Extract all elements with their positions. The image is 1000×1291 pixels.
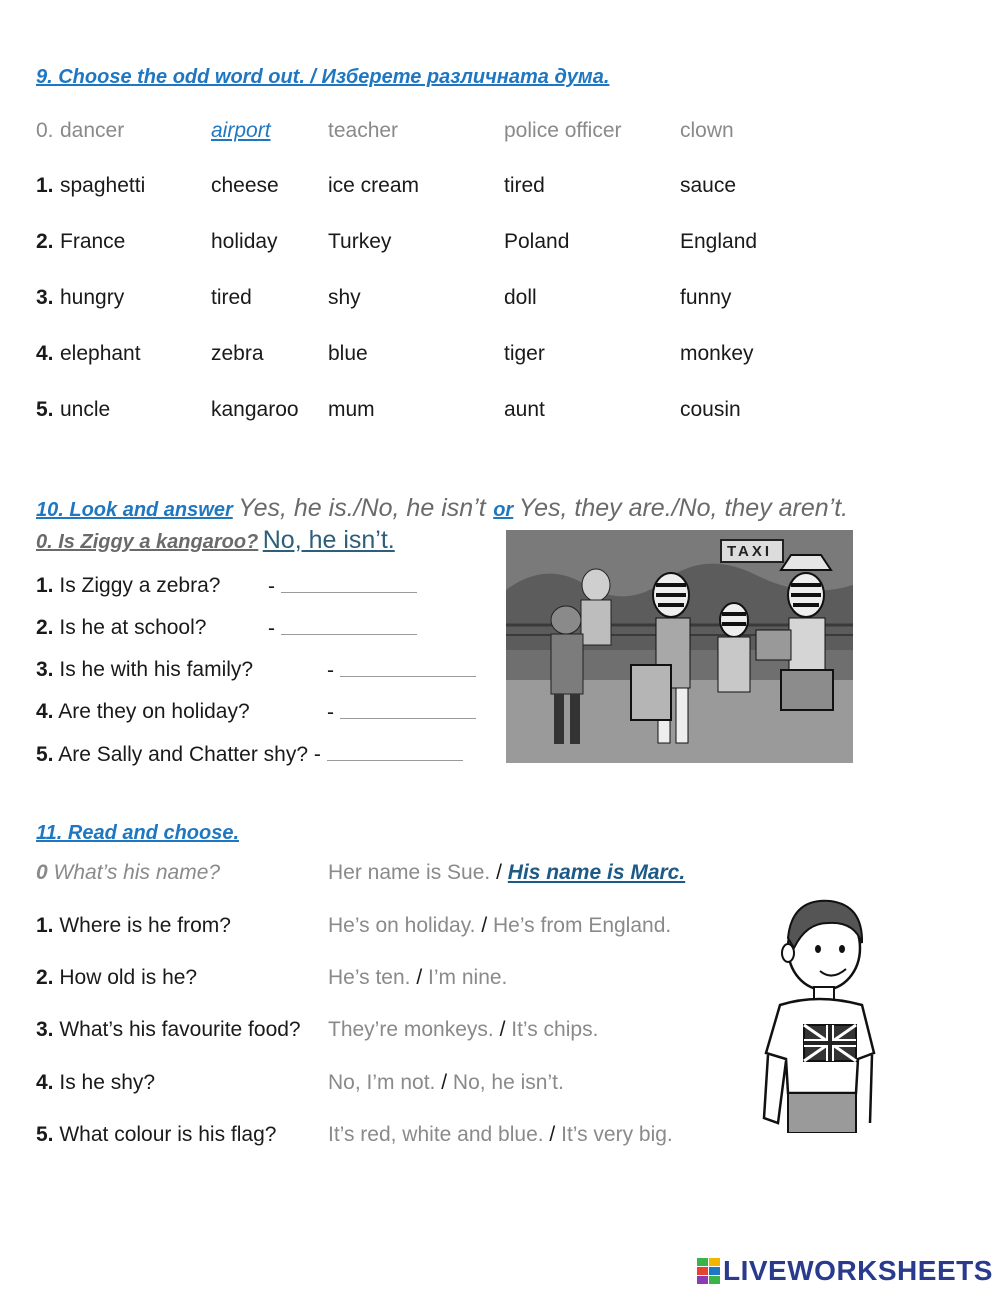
row-4-word-1[interactable]: elephant (60, 342, 141, 365)
answer-input-1[interactable] (281, 574, 417, 593)
row-0-word-5[interactable]: clown (680, 119, 734, 142)
section-10-header (36, 494, 848, 523)
row-1-number: 1. (36, 174, 54, 197)
item-question: Where is he from? (59, 914, 231, 937)
section-10-title: 10. Look and answer (36, 499, 233, 521)
row-2-word-2[interactable]: holiday (211, 230, 278, 253)
option-2[interactable]: I’m nine. (428, 966, 508, 989)
row-5-word-1[interactable]: uncle (60, 398, 111, 421)
option-2-selected[interactable]: His name is Marc. (507, 861, 686, 884)
option-2[interactable]: It’s chips. (511, 1018, 599, 1041)
row-1-word-1[interactable]: spaghetti (60, 174, 146, 197)
row-2-word-1[interactable]: France (60, 230, 126, 253)
question-text: Are they on holiday? (58, 700, 250, 723)
answer-2 (268, 616, 417, 641)
row-2-number: 2. (36, 230, 54, 253)
item-1-question (36, 914, 231, 938)
row-4-word-3[interactable]: blue (328, 342, 368, 365)
item-1-options (328, 914, 671, 938)
answer-input-4[interactable] (340, 700, 476, 719)
item-2-options (328, 966, 507, 990)
row-1-word-5[interactable]: sauce (680, 174, 737, 197)
question-number: 1. (36, 574, 54, 597)
item-number: 0 (36, 861, 48, 884)
option-separator: / (441, 1071, 448, 1094)
example-row-options (328, 861, 685, 885)
answer-3 (327, 658, 476, 683)
option-separator: / (496, 861, 502, 884)
section-9-title: 9. Choose the odd word out. / Изберете различната дума. (36, 66, 610, 88)
option-2[interactable]: It’s very big. (561, 1123, 673, 1146)
option-1[interactable]: Her name is Sue. (328, 861, 491, 884)
row-3-word-4[interactable]: doll (504, 286, 537, 309)
row-3-number: 3. (36, 286, 54, 309)
example-question: 0. Is Ziggy a kangaroo? (36, 531, 259, 553)
example-answer: No, he isn’t. (262, 526, 395, 554)
row-2-word-5[interactable]: England (680, 230, 758, 253)
option-separator: / (481, 914, 488, 937)
item-3-options (328, 1018, 598, 1042)
item-2-question (36, 966, 197, 990)
question-5 (36, 742, 463, 767)
row-3-word-3[interactable]: shy (328, 286, 361, 309)
question-number: 3. (36, 658, 54, 681)
section-11-title: 11. Read and choose. (36, 822, 240, 844)
option-separator: / (549, 1123, 556, 1146)
dash: - (327, 701, 334, 724)
question-text: Is he at school? (59, 616, 207, 639)
option-2[interactable]: No, he isn’t. (452, 1071, 564, 1094)
zebra-family-illustration (506, 530, 853, 763)
row-0-word-4[interactable]: police officer (504, 119, 622, 142)
question-4 (36, 700, 250, 724)
question-number: 2. (36, 616, 54, 639)
logo-text: LIVEWORKSHEETS (723, 1255, 993, 1286)
question-number: 4. (36, 700, 54, 723)
example-question-row (36, 526, 395, 555)
answer-1 (268, 574, 417, 599)
item-number: 4. (36, 1071, 54, 1094)
item-5-options (328, 1123, 673, 1147)
row-4-word-2[interactable]: zebra (211, 342, 264, 365)
liveworksheets-logo (697, 1255, 993, 1287)
row-2-word-3[interactable]: Turkey (328, 230, 392, 253)
item-3-question (36, 1018, 301, 1042)
or-label: or (493, 499, 514, 521)
example-row-question (36, 861, 220, 885)
item-question: Is he shy? (59, 1071, 156, 1094)
row-4-word-4[interactable]: tiger (504, 342, 545, 365)
row-5-word-3[interactable]: mum (328, 398, 375, 421)
row-5-word-2[interactable]: kangaroo (211, 398, 299, 421)
dash: - (313, 743, 321, 766)
row-0-word-3[interactable]: teacher (328, 119, 399, 142)
question-text: Is Ziggy a zebra? (59, 574, 221, 597)
option-separator: / (416, 966, 423, 989)
illustration-svg (506, 530, 853, 763)
item-question: What’s his favourite food? (59, 1018, 301, 1041)
boy-illustration (758, 893, 876, 1133)
row-1-word-2[interactable]: cheese (211, 174, 279, 197)
option-1[interactable]: No, I’m not. (328, 1071, 436, 1094)
question-1 (36, 574, 220, 598)
item-4-options (328, 1071, 564, 1095)
taxi-sign: TAXI (727, 543, 773, 560)
row-2-word-4[interactable]: Poland (504, 230, 570, 253)
row-0-number: 0. (36, 119, 54, 142)
row-0-word-2-selected[interactable]: airport (211, 119, 271, 142)
answer-hint-plural: Yes, they are./No, they aren’t. (518, 494, 849, 522)
row-5-word-5[interactable]: cousin (680, 398, 741, 421)
item-number: 3. (36, 1018, 54, 1041)
row-0-word-1[interactable]: dancer (60, 119, 125, 142)
row-4-number: 4. (36, 342, 54, 365)
option-1[interactable]: It’s red, white and blue. (328, 1123, 544, 1146)
answer-hint-singular: Yes, he is./No, he isn’t (238, 494, 486, 522)
item-number: 5. (36, 1123, 54, 1146)
item-5-question (36, 1123, 276, 1147)
option-2[interactable]: He’s from England. (493, 914, 672, 937)
row-1-word-4[interactable]: tired (504, 174, 545, 197)
option-separator: / (499, 1018, 506, 1041)
item-question: What’s his name? (53, 861, 221, 884)
row-5-number: 5. (36, 398, 54, 421)
question-2 (36, 616, 206, 640)
question-text: Are Sally and Chatter shy? (58, 743, 308, 766)
row-4-word-5[interactable]: monkey (680, 342, 754, 365)
dash: - (268, 617, 275, 640)
question-number: 5. (36, 743, 54, 766)
item-question: How old is he? (59, 966, 198, 989)
answer-input-3[interactable] (340, 658, 476, 677)
dash: - (268, 575, 275, 598)
answer-4 (327, 700, 476, 725)
item-question: What colour is his flag? (59, 1123, 277, 1146)
question-text: Is he with his family? (59, 658, 254, 681)
option-1[interactable]: He’s on holiday. (328, 914, 476, 937)
row-5-word-4[interactable]: aunt (504, 398, 545, 421)
answer-input-2[interactable] (281, 616, 417, 635)
option-1[interactable]: He’s ten. (328, 966, 411, 989)
row-3-word-2[interactable]: tired (211, 286, 252, 309)
item-number: 1. (36, 914, 54, 937)
dash: - (327, 659, 334, 682)
row-3-word-5[interactable]: funny (680, 286, 732, 309)
item-4-question (36, 1071, 155, 1095)
item-number: 2. (36, 966, 54, 989)
boy-svg (758, 893, 876, 1133)
row-3-word-1[interactable]: hungry (60, 286, 125, 309)
question-3 (36, 658, 253, 682)
option-1[interactable]: They’re monkeys. (328, 1018, 494, 1041)
answer-input-5[interactable] (327, 742, 463, 761)
row-1-word-3[interactable]: ice cream (328, 174, 420, 197)
logo-icon (697, 1258, 721, 1284)
